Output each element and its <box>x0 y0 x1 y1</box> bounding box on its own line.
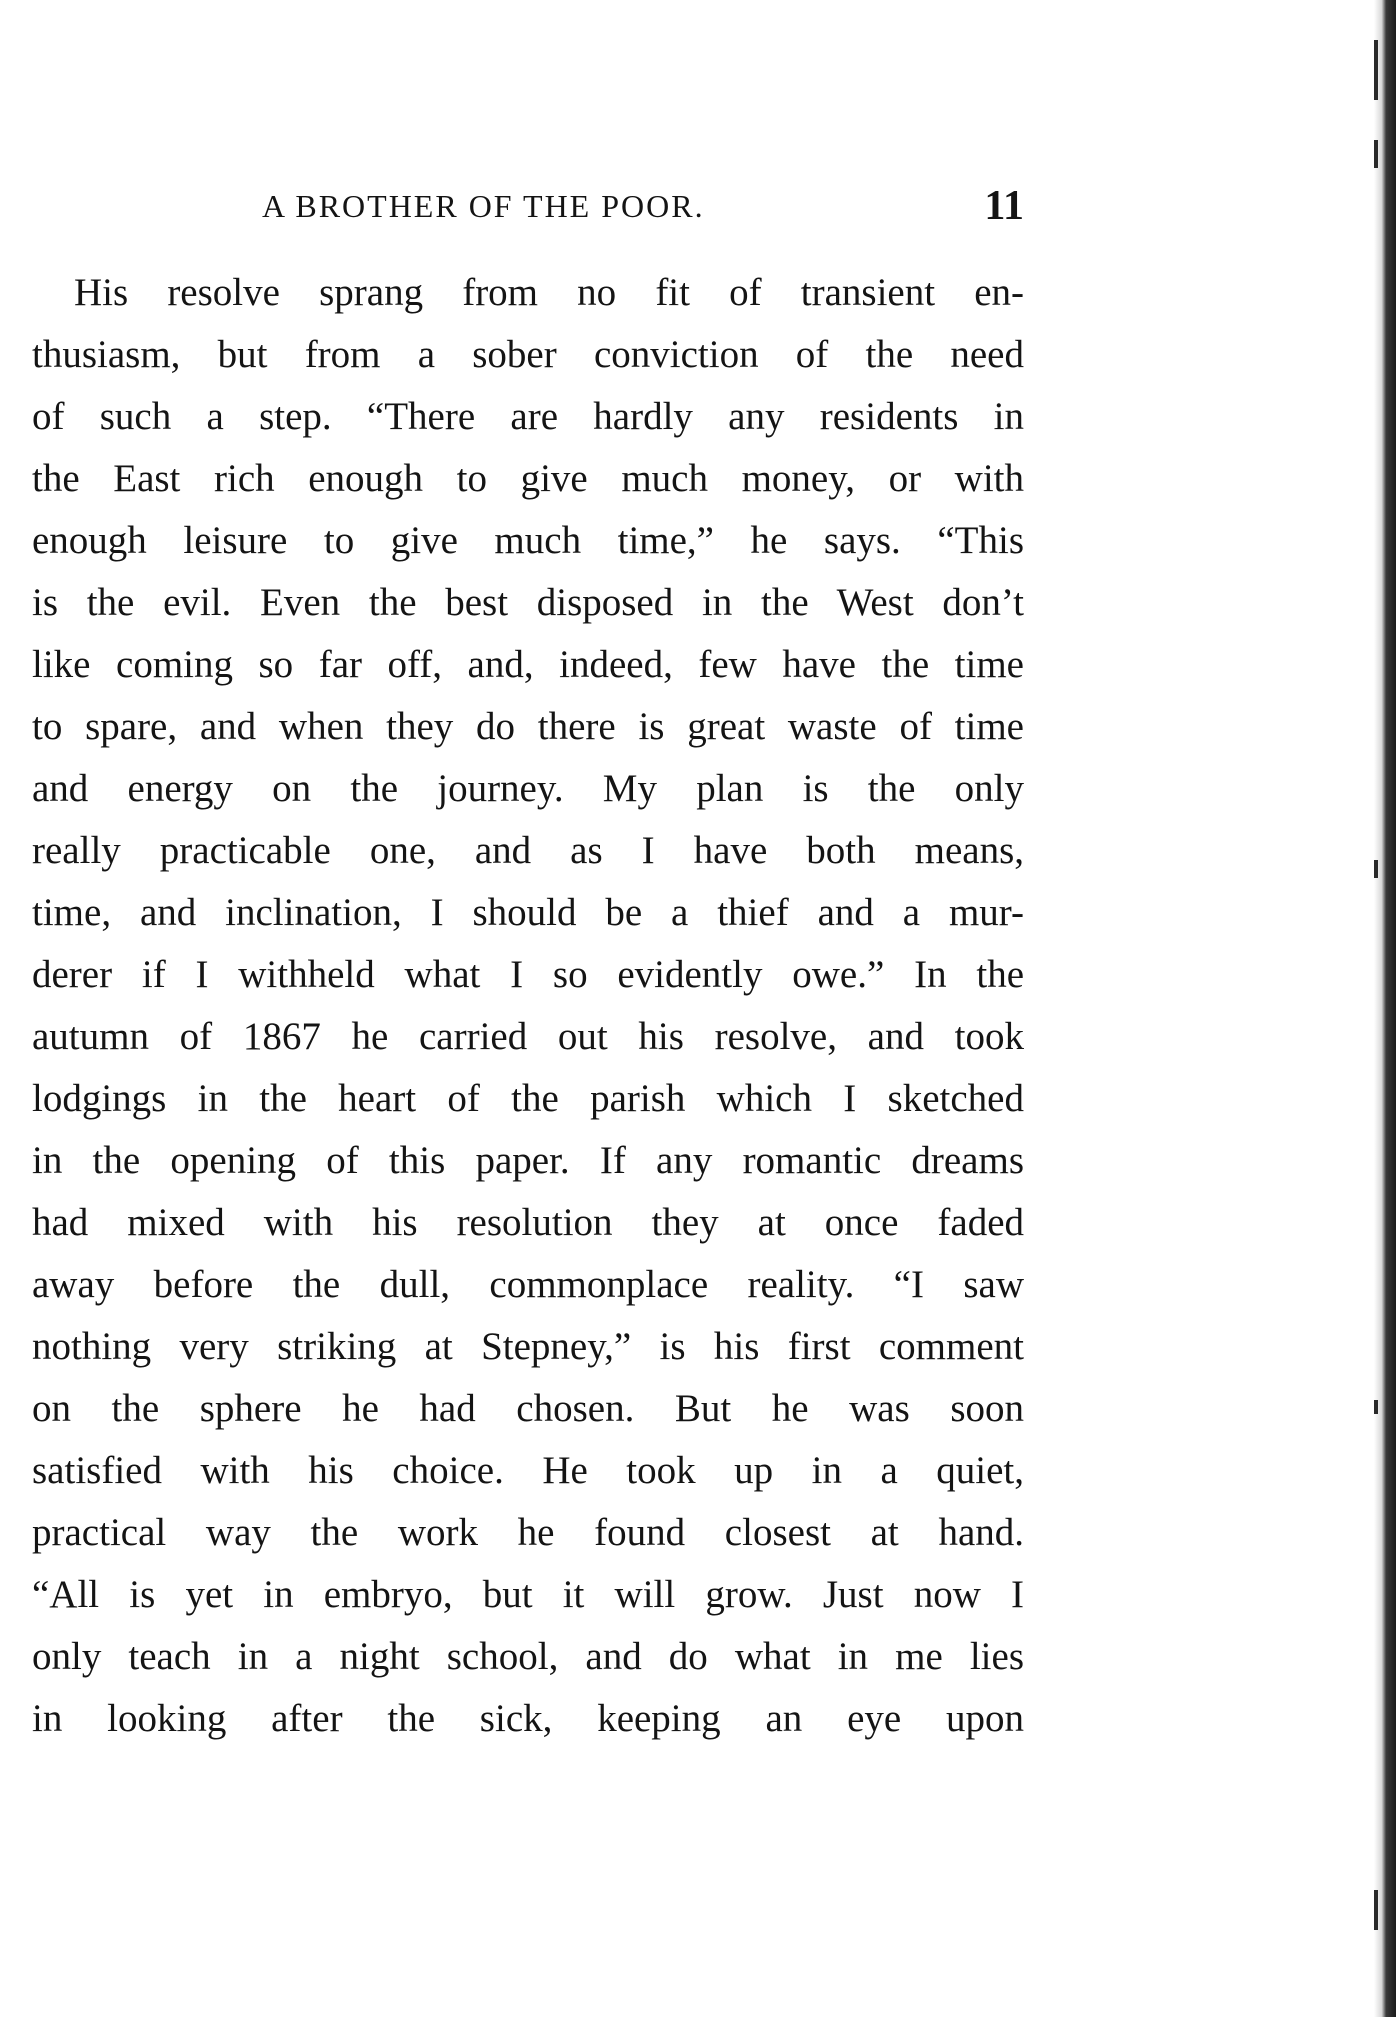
text-line: really practicable one, and as I have both means, <box>32 829 1024 872</box>
page-number: 11 <box>984 183 1024 229</box>
text-line: to spare, and when they do there is great waste of time <box>32 705 1024 748</box>
text-line: only teach in a night school, and do what in me lies <box>32 1635 1024 1678</box>
text-line: practical way the work he found closest at hand. <box>32 1511 1024 1554</box>
text-line: autumn of 1867 he carried out his resolve, and took <box>32 1015 1024 1058</box>
text-line: nothing very striking at Stepney,” is his first comment <box>32 1325 1024 1368</box>
text-line: derer if I withheld what I so evidently owe.” In the <box>32 953 1024 996</box>
page-edge-mark <box>1374 140 1378 168</box>
page-edge-mark <box>1374 40 1378 100</box>
text-line: of such a step. “There are hardly any residents in <box>32 395 1024 438</box>
text-line: on the sphere he had chosen. But he was soon <box>32 1387 1024 1430</box>
text-line: “All is yet in embryo, but it will grow. Just now I <box>32 1573 1024 1616</box>
text-line: the East rich enough to give much money, or with <box>32 457 1024 500</box>
scanned-page-edge <box>1374 0 1396 2017</box>
running-title: A BROTHER OF THE POOR. <box>262 188 705 224</box>
text-line: thusiasm, but from a sober conviction of the need <box>32 333 1024 376</box>
text-line: lodgings in the heart of the parish which I sketched <box>32 1077 1024 1120</box>
text-line: had mixed with his resolution they at once faded <box>32 1201 1024 1244</box>
text-line: His resolve sprang from no fit of transient en- <box>74 271 1024 314</box>
text-line: and energy on the journey. My plan is the only <box>32 767 1024 810</box>
text-line: enough leisure to give much time,” he says. “This <box>32 519 1024 562</box>
text-line: away before the dull, commonplace reality. “I saw <box>32 1263 1024 1306</box>
page-header <box>32 178 1024 238</box>
page-edge-mark <box>1374 1400 1378 1414</box>
text-line: is the evil. Even the best disposed in the West don’t <box>32 581 1024 624</box>
text-line: satisfied with his choice. He took up in a quiet, <box>32 1449 1024 1492</box>
text-line: in looking after the sick, keeping an eye upon <box>32 1697 1024 1740</box>
text-line: like coming so far off, and, indeed, few have the time <box>32 643 1024 686</box>
page-edge-mark <box>1374 860 1378 878</box>
text-line: time, and inclination, I should be a thief and a mur- <box>32 891 1024 934</box>
body-text <box>32 262 1024 1750</box>
text-line: in the opening of this paper. If any romantic dreams <box>32 1139 1024 1182</box>
page-edge-mark <box>1374 1890 1378 1930</box>
